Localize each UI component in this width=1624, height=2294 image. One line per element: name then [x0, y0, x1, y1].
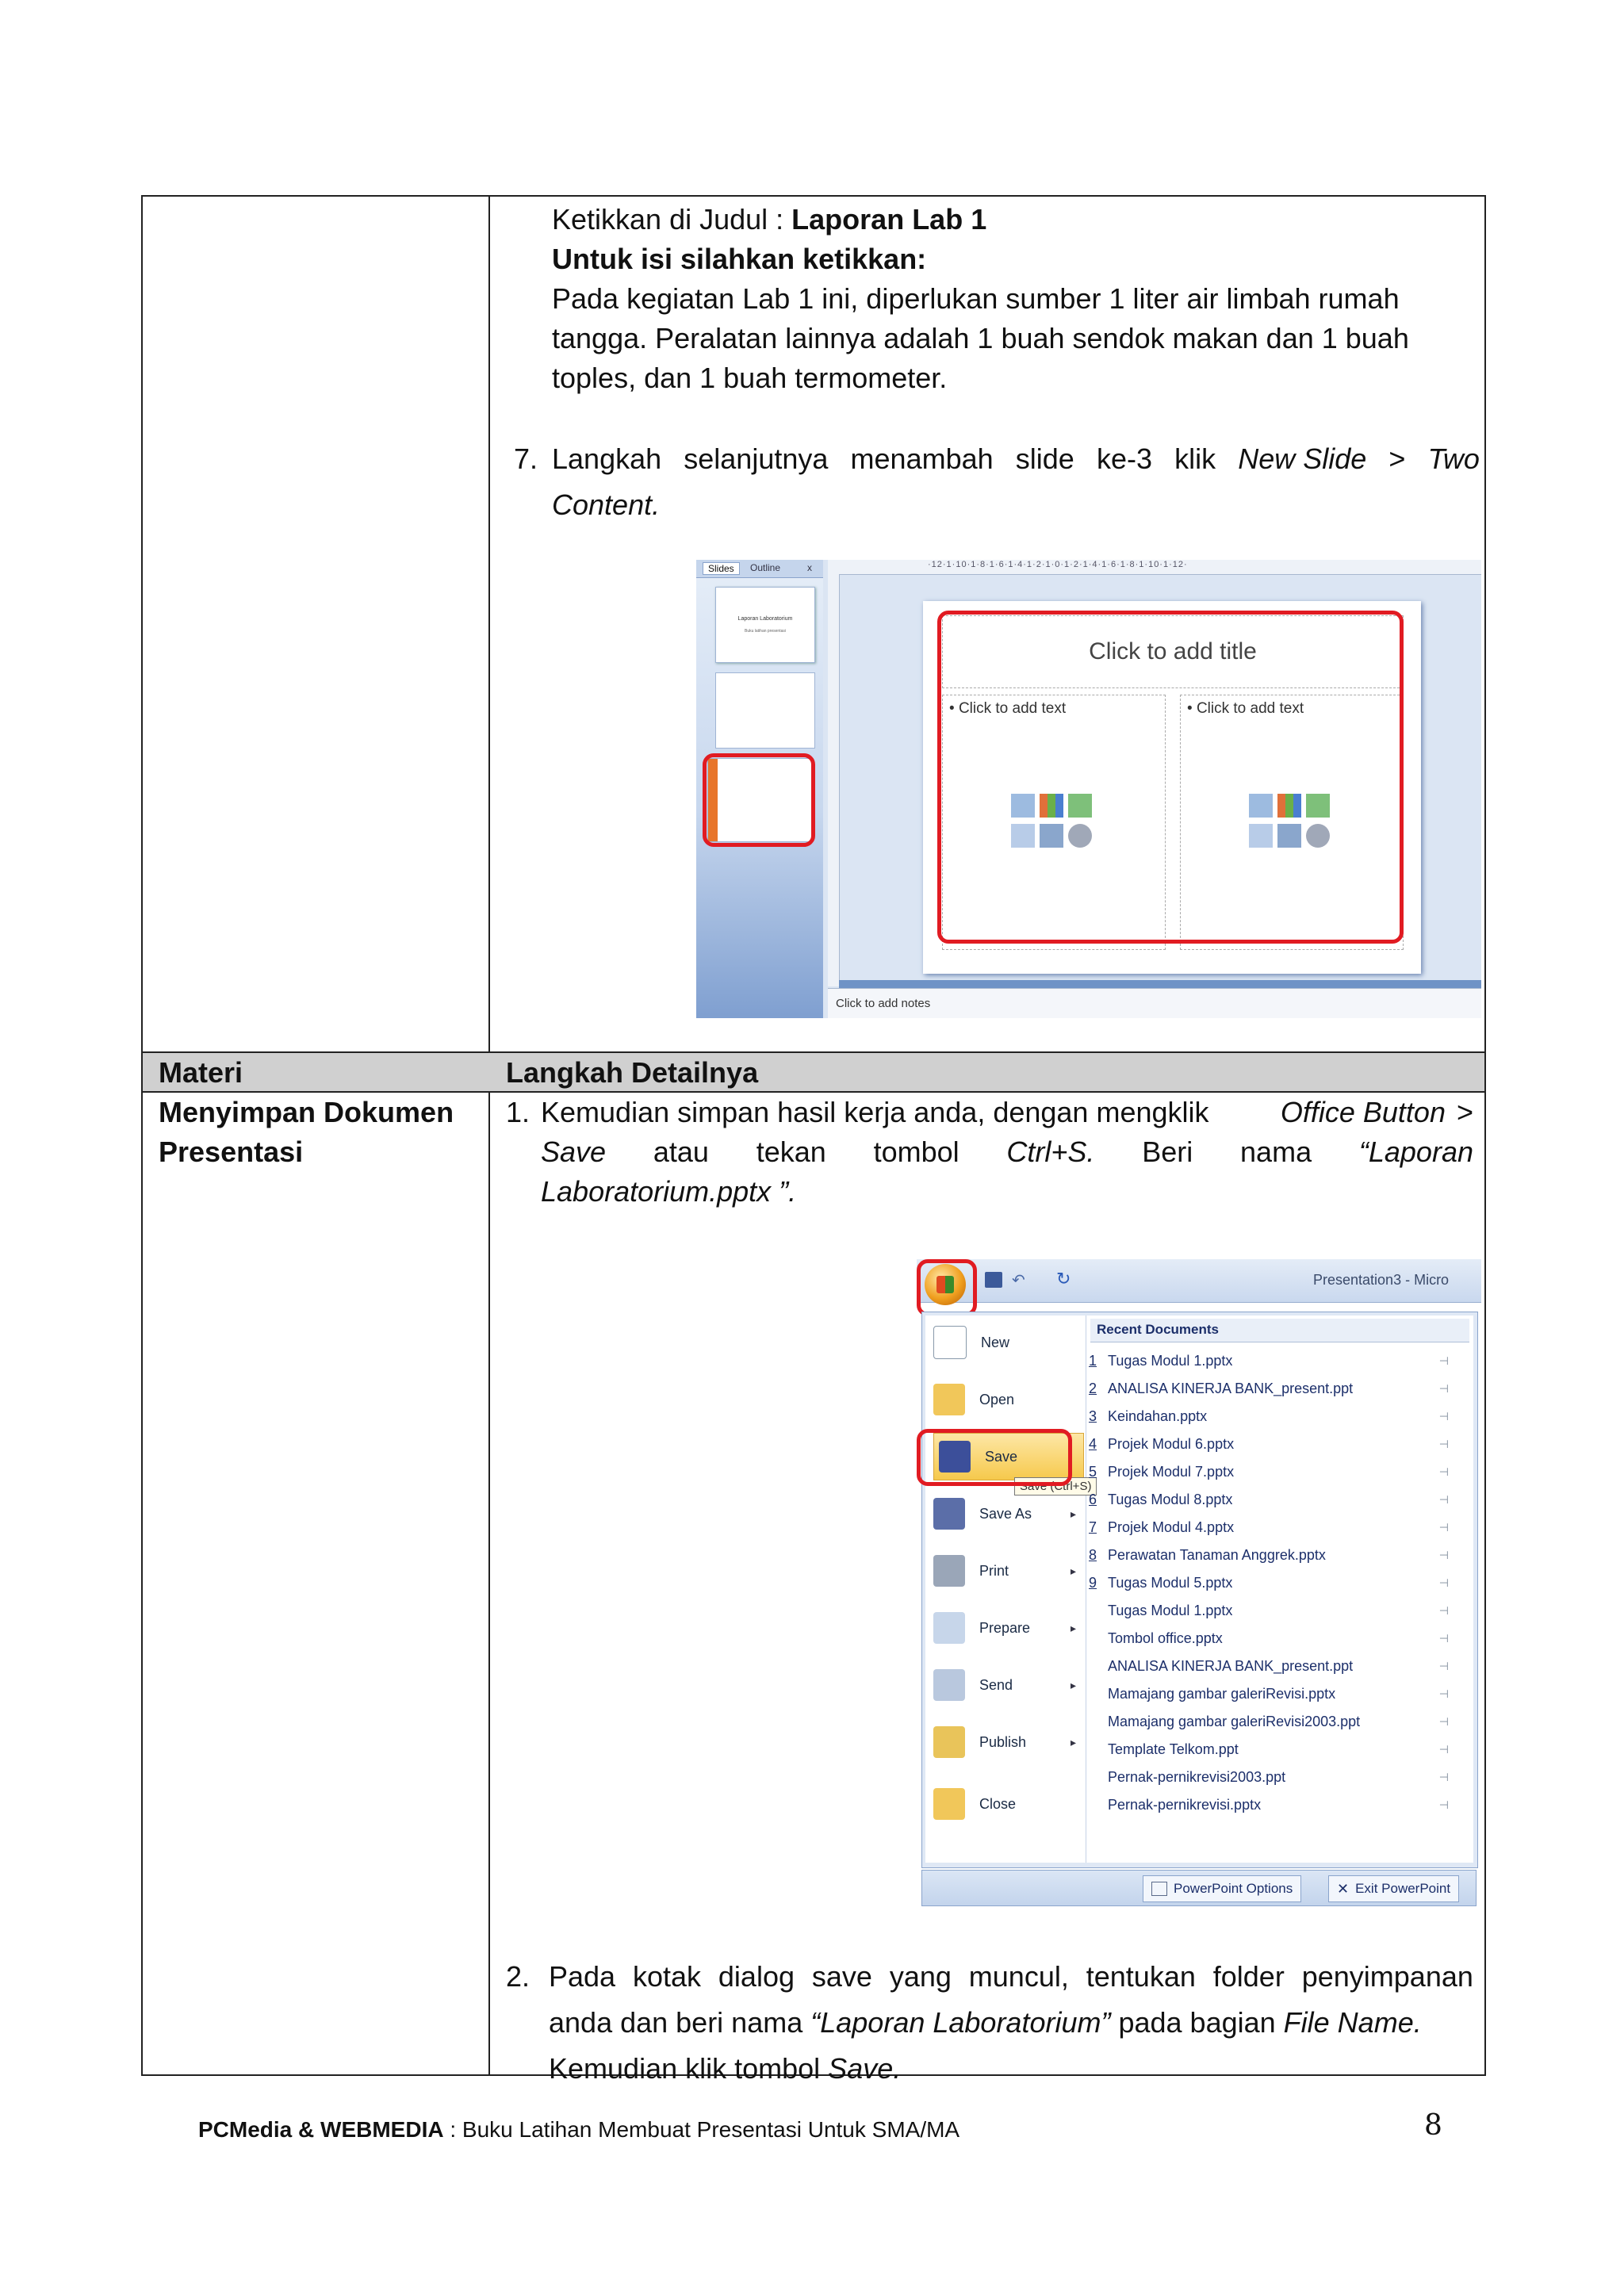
- page-number: 8: [1424, 2109, 1442, 2142]
- recent-name: Template Telkom.ppt: [1108, 1741, 1239, 1757]
- pin-icon[interactable]: ⊣: [1438, 1492, 1449, 1506]
- recent-name: Keindahan.pptx: [1108, 1407, 1208, 1424]
- pin-icon[interactable]: ⊣: [1438, 1354, 1449, 1367]
- right-placeholder-label: Click to add text: [1196, 700, 1304, 717]
- menu-label: Save: [985, 1448, 1018, 1465]
- menu-open[interactable]: [933, 1376, 1084, 1423]
- step7-word: >: [1388, 442, 1406, 475]
- pin-icon[interactable]: ⊣: [1438, 1770, 1449, 1783]
- content-line-1: Pada kegiatan Lab 1 ini, diperlukan sumber 1 liter air limbah rumah: [552, 282, 1400, 315]
- step1-arrow: >: [1456, 1096, 1473, 1128]
- page-footer: [198, 2117, 959, 2143]
- recent-item[interactable]: [1089, 1625, 1461, 1652]
- step2-number: 2.: [506, 1960, 530, 1993]
- menu-label: Print: [979, 1562, 1009, 1579]
- step1-office-button: Office Button: [1280, 1096, 1446, 1128]
- step1-word-save: Save: [541, 1136, 607, 1168]
- recent-documents-header: Recent Documents: [1090, 1319, 1469, 1342]
- pin-icon[interactable]: ⊣: [1438, 1409, 1449, 1423]
- step1-word: atau: [653, 1136, 709, 1168]
- recent-name: Tugas Modul 8.pptx: [1108, 1491, 1233, 1507]
- slide-thumb-1[interactable]: [715, 587, 815, 663]
- pin-icon[interactable]: ⊣: [1438, 1548, 1449, 1561]
- step2-file-name-field: File Name.: [1283, 2006, 1422, 2039]
- exit-label: Exit PowerPoint: [1355, 1881, 1451, 1896]
- printer-icon: [933, 1555, 965, 1587]
- recent-item[interactable]: [1089, 1736, 1461, 1763]
- step7-word: ke-3: [1096, 442, 1152, 475]
- pin-icon[interactable]: ⊣: [1438, 1742, 1449, 1756]
- footer-title: : Buku Latihan Membuat Presentasi Untuk SMA/MA: [443, 2117, 960, 2142]
- pin-icon[interactable]: ⊣: [1438, 1687, 1449, 1700]
- recent-item[interactable]: [1089, 1458, 1461, 1485]
- content-heading: Untuk isi silahkan ketikkan:: [552, 243, 927, 275]
- recent-name: Perawatan Tanaman Anggrek.pptx: [1108, 1546, 1326, 1563]
- options-label: PowerPoint Options: [1174, 1881, 1293, 1896]
- close-folder-icon: [933, 1788, 965, 1820]
- pin-icon[interactable]: ⊣: [1438, 1631, 1449, 1645]
- title-prefix: Ketikkan di Judul :: [552, 203, 792, 236]
- send-icon: [933, 1669, 965, 1701]
- recent-name: Tugas Modul 5.pptx: [1108, 1574, 1233, 1591]
- recent-item[interactable]: [1089, 1569, 1461, 1596]
- menu-label: Send: [979, 1676, 1013, 1693]
- recent-name: Mamajang gambar galeriRevisi2003.ppt: [1108, 1713, 1361, 1729]
- recent-name: Pernak-pernikrevisi.pptx: [1108, 1796, 1262, 1813]
- menu-label: Publish: [979, 1733, 1027, 1750]
- menu-label: Close: [979, 1795, 1017, 1812]
- step2-line1: [549, 1957, 1473, 1997]
- options-icon: [1151, 1882, 1167, 1896]
- undo-icon[interactable]: ↶: [1012, 1272, 1025, 1289]
- bullet-glyph: •: [1187, 700, 1193, 717]
- menu-footer: [921, 1870, 1477, 1906]
- step1-line2: [541, 1132, 1473, 1172]
- step1-line3: Laboratorium.pptx ”.: [541, 1175, 797, 1208]
- pin-icon[interactable]: ⊣: [1438, 1437, 1449, 1450]
- notes-pane[interactable]: Click to add notes: [828, 988, 1481, 1018]
- recent-item[interactable]: [1089, 1375, 1461, 1402]
- title-placeholder[interactable]: Click to add title: [942, 615, 1404, 688]
- step7-word-two: Two: [1427, 442, 1480, 475]
- save-tooltip: Save (Ctrl+S): [1014, 1477, 1097, 1496]
- recent-num: 3: [1089, 1407, 1097, 1424]
- menu-label: Save As: [979, 1505, 1032, 1522]
- step2-filename: “Laporan Laboratorium”: [810, 2006, 1111, 2039]
- close-icon: ✕: [1337, 1880, 1350, 1897]
- step7-line2: Content.: [552, 488, 661, 521]
- recent-num: 9: [1089, 1574, 1097, 1591]
- recent-name: Mamajang gambar galeriRevisi.pptx: [1108, 1685, 1336, 1702]
- step1-line1: [541, 1093, 1473, 1132]
- step1-text: Kemudian simpan hasil kerja anda, dengan mengklik: [541, 1096, 1209, 1128]
- recent-name: Tugas Modul 1.pptx: [1108, 1352, 1233, 1369]
- recent-item[interactable]: [1089, 1764, 1461, 1790]
- workspace-bottom: [839, 980, 1481, 988]
- content-line-2: tangga. Peralatan lainnya adalah 1 buah sendok makan dan 1 buah: [552, 322, 1409, 354]
- highlight-box: [703, 753, 815, 847]
- new-icon: [933, 1326, 967, 1359]
- step2-word: kotak: [632, 1960, 702, 1993]
- horizontal-ruler: ·12·1·10·1·8·1·6·1·4·1·2·1·0·1·2·1·4·1·6·1·8·1·10·1·12·: [828, 560, 1481, 575]
- step1-word-filename: “Laporan: [1358, 1136, 1473, 1168]
- pin-icon[interactable]: ⊣: [1438, 1659, 1449, 1672]
- recent-item[interactable]: [1089, 1597, 1461, 1624]
- bullet-glyph: •: [949, 700, 955, 717]
- step2-text: anda dan beri nama: [549, 2006, 811, 2039]
- content-line-3: toples, dan 1 buah termometer.: [552, 362, 948, 394]
- chevron-right-icon: ▸: [1070, 1621, 1076, 1634]
- recent-item[interactable]: [1089, 1403, 1461, 1430]
- chevron-right-icon: ▸: [1070, 1564, 1076, 1577]
- materi-line-1: Menyimpan Dokumen: [159, 1096, 454, 1128]
- recent-item[interactable]: [1089, 1486, 1461, 1513]
- column-divider: [488, 197, 490, 2074]
- step2-line2: [549, 2003, 1422, 2043]
- recent-item[interactable]: [1089, 1541, 1461, 1568]
- recent-num: 5: [1089, 1463, 1097, 1480]
- highlight-box: [937, 611, 1404, 944]
- recent-item[interactable]: [1089, 1653, 1461, 1679]
- recent-name: Tombol office.pptx: [1108, 1630, 1223, 1646]
- open-folder-icon: [933, 1384, 965, 1415]
- step1-word: tekan: [756, 1136, 826, 1168]
- title-bar: [917, 1259, 1481, 1303]
- step2-word: Pada: [549, 1960, 616, 1993]
- step7-word: selanjutnya: [684, 442, 829, 475]
- powerpoint-options-button[interactable]: [1143, 1875, 1301, 1902]
- menu-publish[interactable]: [933, 1718, 1084, 1766]
- recent-num: 6: [1089, 1491, 1097, 1507]
- window-title: Presentation3 - Micro: [1313, 1272, 1450, 1288]
- prepare-icon: [933, 1612, 965, 1644]
- recent-item[interactable]: [1089, 1708, 1461, 1735]
- menu-new[interactable]: [933, 1319, 1084, 1366]
- step7-word-new-slide: New Slide: [1238, 442, 1367, 475]
- step7-number: 7.: [514, 442, 538, 475]
- panel-tabs: [696, 560, 823, 578]
- recent-item[interactable]: [1089, 1347, 1461, 1374]
- menu-print[interactable]: [933, 1547, 1084, 1595]
- vertical-ruler: [828, 574, 840, 986]
- quick-save-icon[interactable]: [985, 1272, 1002, 1288]
- step7-word: klik: [1174, 442, 1216, 475]
- pin-icon[interactable]: ⊣: [1438, 1714, 1449, 1728]
- save-as-icon: [933, 1498, 965, 1530]
- row-divider: [143, 1051, 1484, 1053]
- recent-num: 2: [1089, 1380, 1097, 1396]
- step2-line3: [549, 2049, 901, 2089]
- recent-num: 4: [1089, 1435, 1097, 1452]
- step2-text: pada bagian: [1110, 2006, 1284, 2039]
- pin-icon[interactable]: ⊣: [1438, 1576, 1449, 1589]
- recent-name: Projek Modul 4.pptx: [1108, 1518, 1235, 1535]
- office-menu-screenshot: [917, 1259, 1481, 1909]
- recent-name: ANALISA KINERJA BANK_present.ppt: [1108, 1657, 1354, 1674]
- recent-name: Pernak-pernikrevisi2003.ppt: [1108, 1768, 1286, 1785]
- step7-line1: [552, 439, 1480, 479]
- chevron-right-icon: ▸: [1070, 1678, 1076, 1691]
- header-materi: Materi: [159, 1056, 243, 1089]
- step2-save-word: Save.: [828, 2052, 902, 2085]
- step7-word: menambah: [850, 442, 994, 475]
- pin-icon[interactable]: ⊣: [1438, 1520, 1449, 1534]
- chevron-right-icon: ▸: [1070, 1507, 1076, 1520]
- step2-word: yang: [889, 1960, 952, 1993]
- step1-word: tombol: [873, 1136, 959, 1168]
- step7-word: Langkah: [552, 442, 662, 475]
- pin-icon[interactable]: ⊣: [1438, 1798, 1449, 1811]
- powerpoint-screenshot: [696, 560, 1481, 1018]
- menu-close[interactable]: [933, 1780, 1084, 1828]
- recent-item[interactable]: [1089, 1791, 1461, 1818]
- pin-icon[interactable]: ⊣: [1438, 1465, 1449, 1478]
- office-menu: [921, 1312, 1478, 1868]
- recent-num: 7: [1089, 1518, 1097, 1535]
- exit-powerpoint-button[interactable]: [1328, 1875, 1459, 1902]
- panel-close-icon[interactable]: x: [807, 562, 812, 573]
- step7-word: slide: [1015, 442, 1074, 475]
- recent-name: Tugas Modul 1.pptx: [1108, 1602, 1233, 1618]
- step2-word: penyimpanan: [1301, 1960, 1473, 1993]
- left-placeholder-label: Click to add text: [958, 700, 1067, 717]
- recent-name: Projek Modul 6.pptx: [1108, 1435, 1235, 1452]
- menu-label: Open: [979, 1391, 1015, 1407]
- title-instruction: [552, 200, 986, 239]
- highlight-box: [917, 1429, 1072, 1486]
- recent-num: 8: [1089, 1546, 1097, 1563]
- slides-panel: [696, 560, 823, 1018]
- pin-icon[interactable]: ⊣: [1438, 1603, 1449, 1617]
- step2-word: muncul,: [968, 1960, 1069, 1993]
- header-langkah: Langkah Detailnya: [506, 1056, 759, 1089]
- chevron-right-icon: ▸: [1070, 1735, 1076, 1748]
- step2-text: Kemudian klik tombol: [549, 2052, 829, 2085]
- step1-number: 1.: [506, 1096, 530, 1128]
- table-header-row: [143, 1051, 1484, 1091]
- recent-name: ANALISA KINERJA BANK_present.ppt: [1108, 1380, 1354, 1396]
- publish-icon: [933, 1726, 965, 1758]
- menu-prepare[interactable]: [933, 1604, 1084, 1652]
- title-value: Laporan Lab 1: [791, 203, 987, 236]
- step2-word: folder: [1212, 1960, 1285, 1993]
- step1-word: nama: [1240, 1136, 1312, 1168]
- recent-item[interactable]: [1089, 1680, 1461, 1707]
- step2-word: dialog: [718, 1960, 795, 1993]
- redo-icon[interactable]: ↻: [1056, 1269, 1071, 1289]
- recent-name: Projek Modul 7.pptx: [1108, 1463, 1235, 1480]
- slide-thumb-2[interactable]: [715, 672, 815, 749]
- materi-line-2: Presentasi: [159, 1136, 304, 1168]
- footer-brand: PCMedia & WEBMEDIA: [198, 2117, 444, 2142]
- step2-word: save: [811, 1960, 872, 1993]
- menu-label: New: [981, 1334, 1010, 1350]
- menu-save-as[interactable]: [933, 1490, 1084, 1538]
- document-table: [141, 195, 1486, 2085]
- step1-word-ctrl-s: Ctrl+S.: [1006, 1136, 1095, 1168]
- recent-item[interactable]: [1089, 1514, 1461, 1541]
- thumb-subtitle: Buku latihan presentasi: [745, 629, 786, 634]
- tab-slides[interactable]: Slides: [703, 562, 740, 575]
- recent-num: 1: [1089, 1352, 1097, 1369]
- menu-send[interactable]: [933, 1661, 1084, 1709]
- pin-icon[interactable]: ⊣: [1438, 1381, 1449, 1395]
- thumb-title: Laporan Laboratorium: [737, 616, 793, 622]
- step2-word: tentukan: [1086, 1960, 1196, 1993]
- highlight-box: [917, 1259, 977, 1316]
- tab-outline[interactable]: Outline: [750, 562, 781, 573]
- menu-label: Prepare: [979, 1619, 1031, 1636]
- recent-item[interactable]: [1089, 1430, 1461, 1457]
- step1-word: Beri: [1142, 1136, 1193, 1168]
